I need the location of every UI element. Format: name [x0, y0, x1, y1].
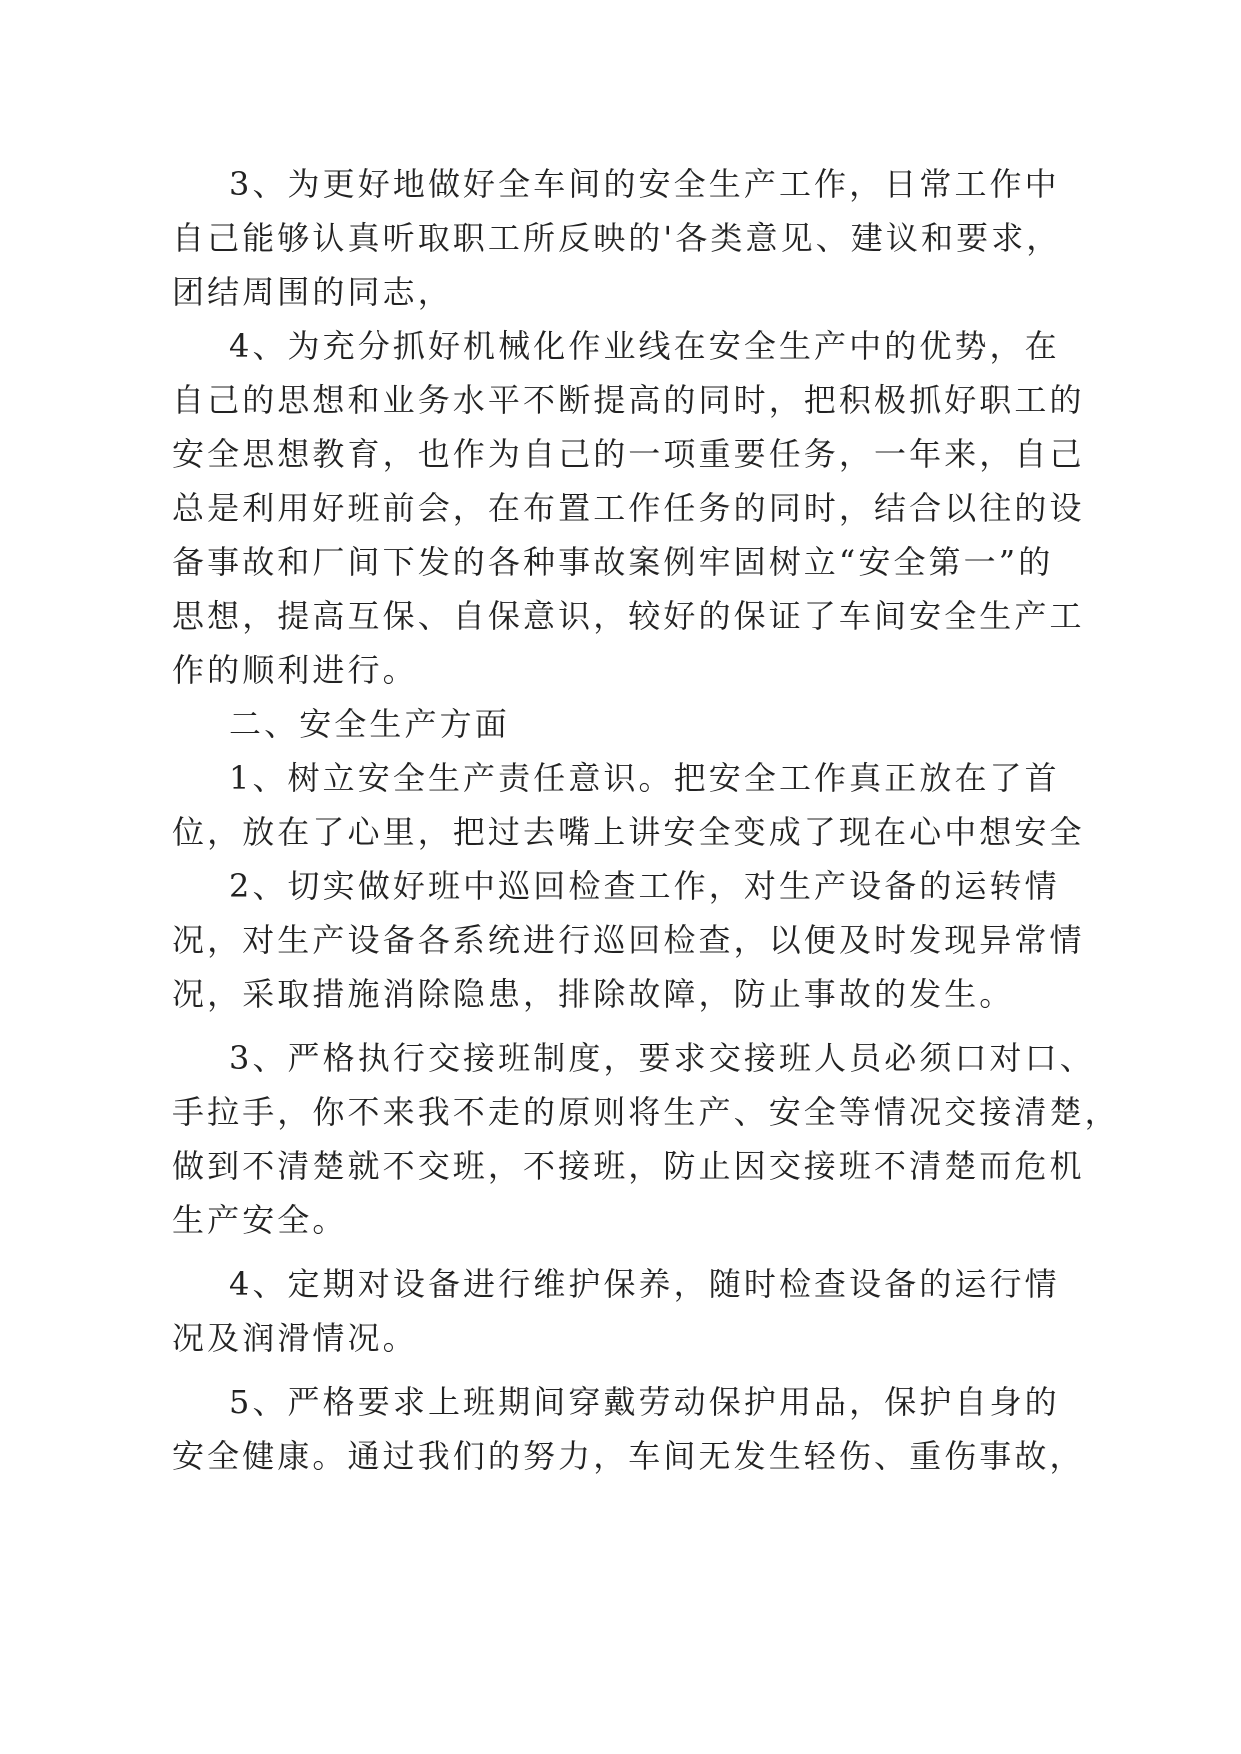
line-text: 备事故和厂间下发的各种事故案例牢固树立“安全第一”的: [172, 543, 1054, 581]
line-text: 4、为充分抓好机械化作业线在安全生产中的优势，在: [229, 327, 1060, 365]
line-text: 况，对生产设备各系统进行巡回检查，以便及时发现异常情: [172, 921, 1085, 959]
text-line: [0, 802, 1241, 862]
text-line: [0, 154, 1241, 214]
text-line: [0, 1308, 1241, 1368]
text-line: [0, 1426, 1241, 1486]
line-text: 位，放在了心里，把过去嘴上讲安全变成了现在心中想安全: [172, 813, 1085, 851]
text-line: [0, 964, 1241, 1024]
text-line: [0, 910, 1241, 970]
line-text: 生产安全。: [172, 1201, 348, 1239]
line-text: 3、为更好地做好全车间的安全生产工作，日常工作中: [229, 165, 1060, 203]
line-text: 团结周围的同志，: [172, 273, 453, 311]
text-line: [0, 1254, 1241, 1314]
line-text: 总是利用好班前会，在布置工作任务的同时，结合以往的设: [172, 489, 1085, 527]
text-line: [0, 424, 1241, 484]
text-line: [0, 1136, 1241, 1196]
text-line: [0, 370, 1241, 430]
line-text: 2、切实做好班中巡回检查工作，对生产设备的运转情: [229, 867, 1060, 905]
text-line: [0, 1190, 1241, 1250]
text-line: [0, 262, 1241, 322]
line-text: 3、严格执行交接班制度，要求交接班人员必须口对口、: [229, 1039, 1095, 1077]
line-text: 1、树立安全生产责任意识。把安全工作真正放在了首: [229, 759, 1060, 797]
text-line: [0, 478, 1241, 538]
text-line: [0, 1082, 1241, 1142]
line-text: 自己能够认真听取职工所反映的'各类意见、建议和要求，: [172, 219, 1062, 257]
text-line: [0, 586, 1241, 646]
line-text: 安全思想教育，也作为自己的一项重要任务，一年来，自己: [172, 435, 1085, 473]
text-line: [0, 856, 1241, 916]
line-text: 思想，提高互保、自保意识，较好的保证了车间安全生产工: [172, 597, 1085, 635]
line-text: 安全健康。通过我们的努力，车间无发生轻伤、重伤事故，: [172, 1437, 1085, 1475]
line-text: 手拉手，你不来我不走的原则将生产、安全等情况交接清楚，: [172, 1093, 1120, 1131]
text-line: [0, 640, 1241, 700]
line-text: 况，采取措施消除隐患，排除故障，防止事故的发生。: [172, 975, 1015, 1013]
section-heading: [0, 694, 1241, 754]
text-line: [0, 1372, 1241, 1432]
line-text: 4、定期对设备进行维护保养，随时检查设备的运行情: [229, 1265, 1060, 1303]
line-text: 5、严格要求上班期间穿戴劳动保护用品，保护自身的: [229, 1383, 1060, 1421]
text-line: [0, 208, 1241, 268]
line-text: 做到不清楚就不交班，不接班，防止因交接班不清楚而危机: [172, 1147, 1085, 1185]
text-line: [0, 748, 1241, 808]
line-text: 况及润滑情况。: [172, 1319, 418, 1357]
text-line: [0, 1028, 1241, 1088]
line-text: 自己的思想和业务水平不断提高的同时，把积极抓好职工的: [172, 381, 1085, 419]
line-text: 二、安全生产方面: [229, 705, 510, 743]
text-line: [0, 532, 1241, 592]
text-line: [0, 316, 1241, 376]
line-text: 作的顺利进行。: [172, 651, 418, 689]
